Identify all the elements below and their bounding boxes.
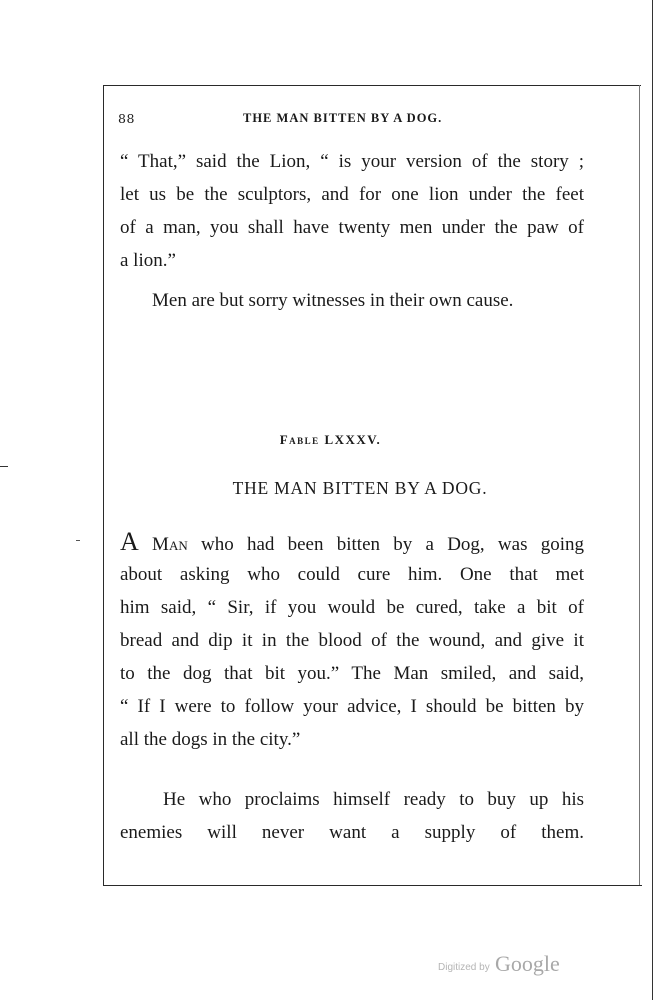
fable-body bbox=[120, 525, 584, 756]
fable-label-prefix: Fable bbox=[279, 432, 320, 447]
text-line: bread and dip it in the blood of the wound, and give it bbox=[120, 630, 584, 651]
text-line: let us be the sculptors, and for one lion under the feet bbox=[120, 184, 584, 205]
running-title: THE MAN BITTEN BY A DOG. bbox=[243, 111, 443, 125]
fable-title: THE MAN BITTEN BY A DOG. bbox=[232, 478, 488, 498]
first-word: Man bbox=[152, 534, 188, 555]
google-logo: Google bbox=[495, 951, 560, 976]
drop-cap: A bbox=[120, 527, 139, 556]
margin-dot bbox=[76, 540, 80, 541]
text-line: him said, “ Sir, if you would be cured, take a bit of bbox=[120, 597, 584, 618]
first-line-rest: who had been bitten by a Dog, was going bbox=[187, 534, 585, 555]
text-line: about asking who could cure him. One that met bbox=[120, 564, 584, 585]
page-edge-line bbox=[652, 0, 653, 1000]
fable-moral bbox=[120, 783, 584, 849]
text-line: a lion.” bbox=[120, 250, 176, 271]
previous-fable-moral: Men are but sorry witnesses in their own cause. bbox=[152, 290, 514, 311]
text-line: “ That,” said the Lion, “ is your version of the story ; bbox=[120, 151, 584, 172]
page-number: 88 bbox=[118, 111, 135, 126]
text-line: all the dogs in the city.” bbox=[120, 729, 301, 750]
digitization-watermark bbox=[438, 951, 598, 981]
text-line: to the dog that bit you.” The Man smiled, and said, bbox=[120, 663, 584, 684]
margin-mark bbox=[0, 466, 8, 467]
text-line: “ If I were to follow your advice, I should be bitten by bbox=[120, 696, 584, 717]
moral-line: He who proclaims himself ready to buy up his bbox=[163, 789, 584, 810]
page-header bbox=[118, 111, 584, 131]
fable-first-line bbox=[120, 525, 584, 558]
digitized-by-text: Digitized by bbox=[438, 962, 490, 973]
text-line: of a man, you shall have twenty men under the paw of bbox=[120, 217, 584, 238]
fable-label bbox=[0, 432, 661, 448]
previous-fable-text bbox=[120, 145, 584, 277]
moral-line: enemies will never want a supply of them. bbox=[120, 822, 584, 843]
fable-label-number: LXXXV. bbox=[324, 432, 382, 447]
